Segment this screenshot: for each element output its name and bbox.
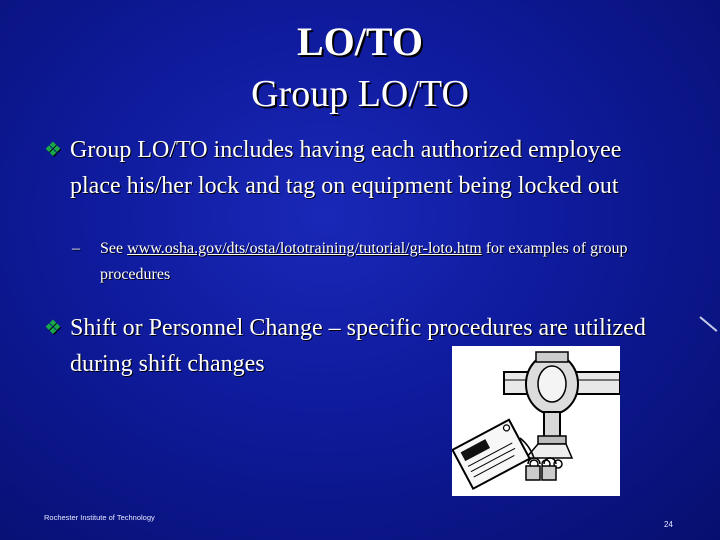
diamond-bullet-icon: ❖ [44,317,62,339]
page-number: 24 [664,520,673,529]
decorative-line [699,316,717,332]
dash-bullet-icon: – [72,240,80,257]
slide-subtitle: Group LO/TO [251,73,469,115]
osha-tutorial-link[interactable]: www.osha.gov/dts/osta/lototraining/tutorial/gr-loto.htm [127,240,482,257]
sub-bullet-suffix: for examples of group procedures [100,240,628,283]
sub-bullet-text [100,236,632,288]
footer-organization: Rochester Institute of Technology [44,513,155,522]
sub-bullet-prefix: See [100,240,128,257]
sub-bullet-item [72,236,632,288]
bullet-item-1 [44,132,664,204]
bullet-text-2: Shift or Personnel Change – specific procedures are utilized during shift changes [70,315,646,377]
diamond-bullet-icon: ❖ [44,139,62,161]
group-lockout-illustration-icon [452,346,620,496]
slide-title: LO/TO [297,19,423,64]
bullet-text-1: Group LO/TO includes having each authorized employee place his/her lock and tag on equipment being locked out [70,137,622,199]
